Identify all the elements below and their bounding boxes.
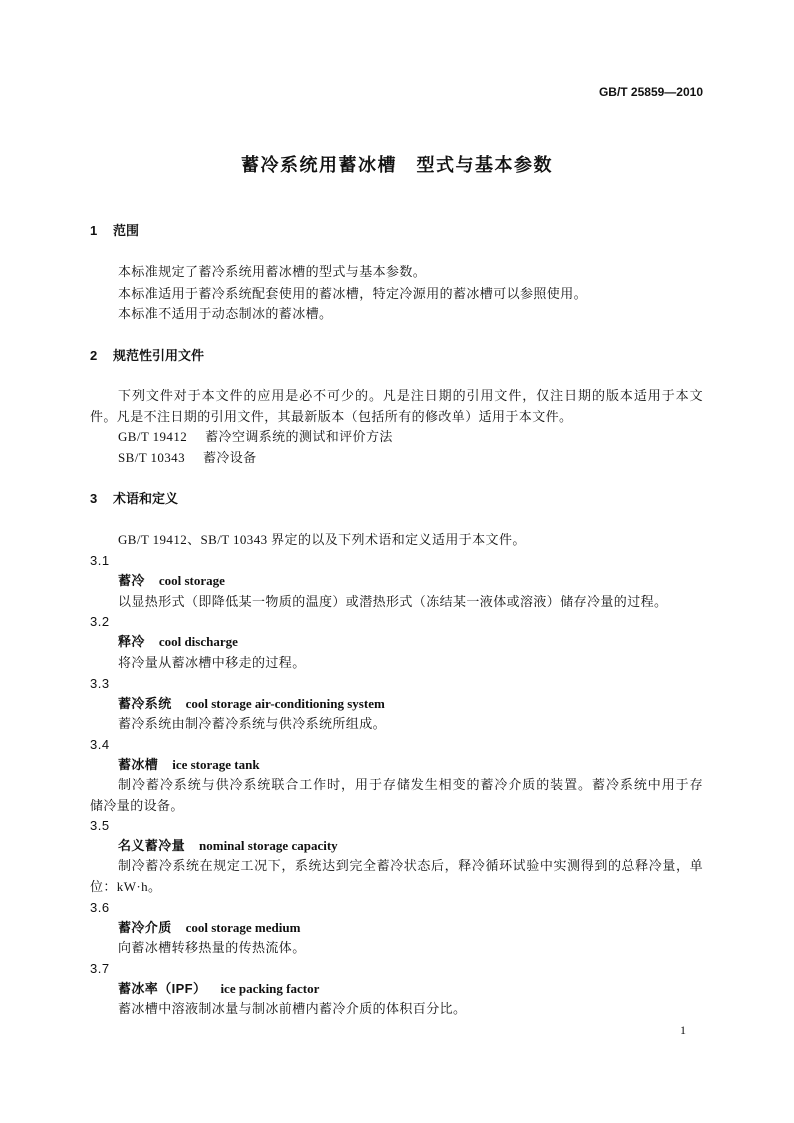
scope-paragraph: 本标准规定了蓄冷系统用蓄冰槽的型式与基本参数。 xyxy=(118,264,427,279)
term-chinese: 蓄冰槽 xyxy=(118,757,159,772)
term-definition: 储冷量的设备。 xyxy=(90,798,184,813)
scope-paragraph: 本标准不适用于动态制冰的蓄冰槽。 xyxy=(118,306,333,321)
term-entry xyxy=(118,918,300,938)
term-english: cool storage medium xyxy=(185,920,301,935)
clause-number: 3.4 xyxy=(90,737,110,752)
section-title: 规范性引用文件 xyxy=(113,348,205,363)
section-number: 3 xyxy=(90,491,98,506)
section-number: 1 xyxy=(90,223,98,238)
term-english: ice storage tank xyxy=(172,757,260,772)
section-heading-terms xyxy=(90,489,178,509)
reference-code: SB/T 10343 xyxy=(118,450,185,465)
term-chinese: 蓄冷 xyxy=(118,573,145,588)
term-definition: 蓄冷系统由制冷蓄冷系统与供冷系统所组成。 xyxy=(118,716,387,731)
reference-item xyxy=(118,427,393,447)
term-definition: 位：kW·h。 xyxy=(90,879,162,894)
references-intro-line: 件。凡是不注日期的引用文件，其最新版本（包括所有的修改单）适用于本文件。 xyxy=(90,409,573,424)
term-english: nominal storage capacity xyxy=(199,838,338,853)
term-chinese: 名义蓄冷量 xyxy=(118,838,186,853)
clause-number: 3.2 xyxy=(90,614,110,629)
section-heading-normative-references xyxy=(90,346,204,366)
term-entry xyxy=(118,571,225,591)
reference-title: 蓄冷设备 xyxy=(202,450,257,465)
term-definition: 制冷蓄冷系统与供冷系统联合工作时，用于存储发生相变的蓄冷介质的装置。蓄冷系统中用于存 xyxy=(118,777,703,792)
term-chinese: 蓄冷系统 xyxy=(118,696,172,711)
section-number: 2 xyxy=(90,348,98,363)
page-number: 1 xyxy=(680,1023,686,1037)
reference-title: 蓄冷空调系统的测试和评价方法 xyxy=(205,429,393,444)
reference-item xyxy=(118,448,257,468)
term-entry xyxy=(118,694,385,714)
clause-number: 3.7 xyxy=(90,961,110,976)
term-entry xyxy=(118,979,319,999)
clause-number: 3.6 xyxy=(90,900,110,915)
standard-code: GB/T 25859—2010 xyxy=(598,85,703,99)
term-chinese: 蓄冷介质 xyxy=(118,920,172,935)
clause-number: 3.3 xyxy=(90,676,110,691)
term-entry xyxy=(118,836,338,856)
references-intro-line: 下列文件对于本文件的应用是必不可少的。凡是注日期的引用文件，仅注日期的版本适用于本文 xyxy=(118,388,703,403)
term-definition: 制冷蓄冷系统在规定工况下，系统达到完全蓄冷状态后，释冷循环试验中实测得到的总释冷量，单 xyxy=(118,858,703,873)
term-definition: 向蓄冰槽转移热量的传热流体。 xyxy=(118,940,306,955)
section-heading-scope xyxy=(90,221,139,241)
clause-number: 3.1 xyxy=(90,553,110,568)
term-definition: 蓄冰槽中溶液制冰量与制冰前槽内蓄冷介质的体积百分比。 xyxy=(118,1001,467,1016)
section-title: 术语和定义 xyxy=(113,491,179,506)
term-chinese: 释冷 xyxy=(118,634,145,649)
term-chinese: 蓄冰率（IPF） xyxy=(118,981,207,996)
term-entry xyxy=(118,755,260,775)
term-entry xyxy=(118,632,238,652)
term-english: cool storage air-conditioning system xyxy=(185,696,385,711)
term-english: ice packing factor xyxy=(220,981,320,996)
term-english: cool discharge xyxy=(158,634,238,649)
terms-intro: GB/T 19412、SB/T 10343 界定的以及下列术语和定义适用于本文件。 xyxy=(118,532,526,547)
clause-number: 3.5 xyxy=(90,818,110,833)
section-title: 范围 xyxy=(113,223,140,238)
scope-paragraph: 本标准适用于蓄冷系统配套使用的蓄冰槽，特定冷源用的蓄冰槽可以参照使用。 xyxy=(118,286,588,301)
term-definition: 以显热形式（即降低某一物质的温度）或潜热形式（冻结某一液体或溶液）储存冷量的过程。 xyxy=(118,594,668,609)
term-definition: 将冷量从蓄冰槽中移走的过程。 xyxy=(118,655,306,670)
reference-code: GB/T 19412 xyxy=(118,429,188,444)
term-english: cool storage xyxy=(158,573,225,588)
document-title: 蓄冷系统用蓄冰槽 型式与基本参数 xyxy=(241,155,553,175)
